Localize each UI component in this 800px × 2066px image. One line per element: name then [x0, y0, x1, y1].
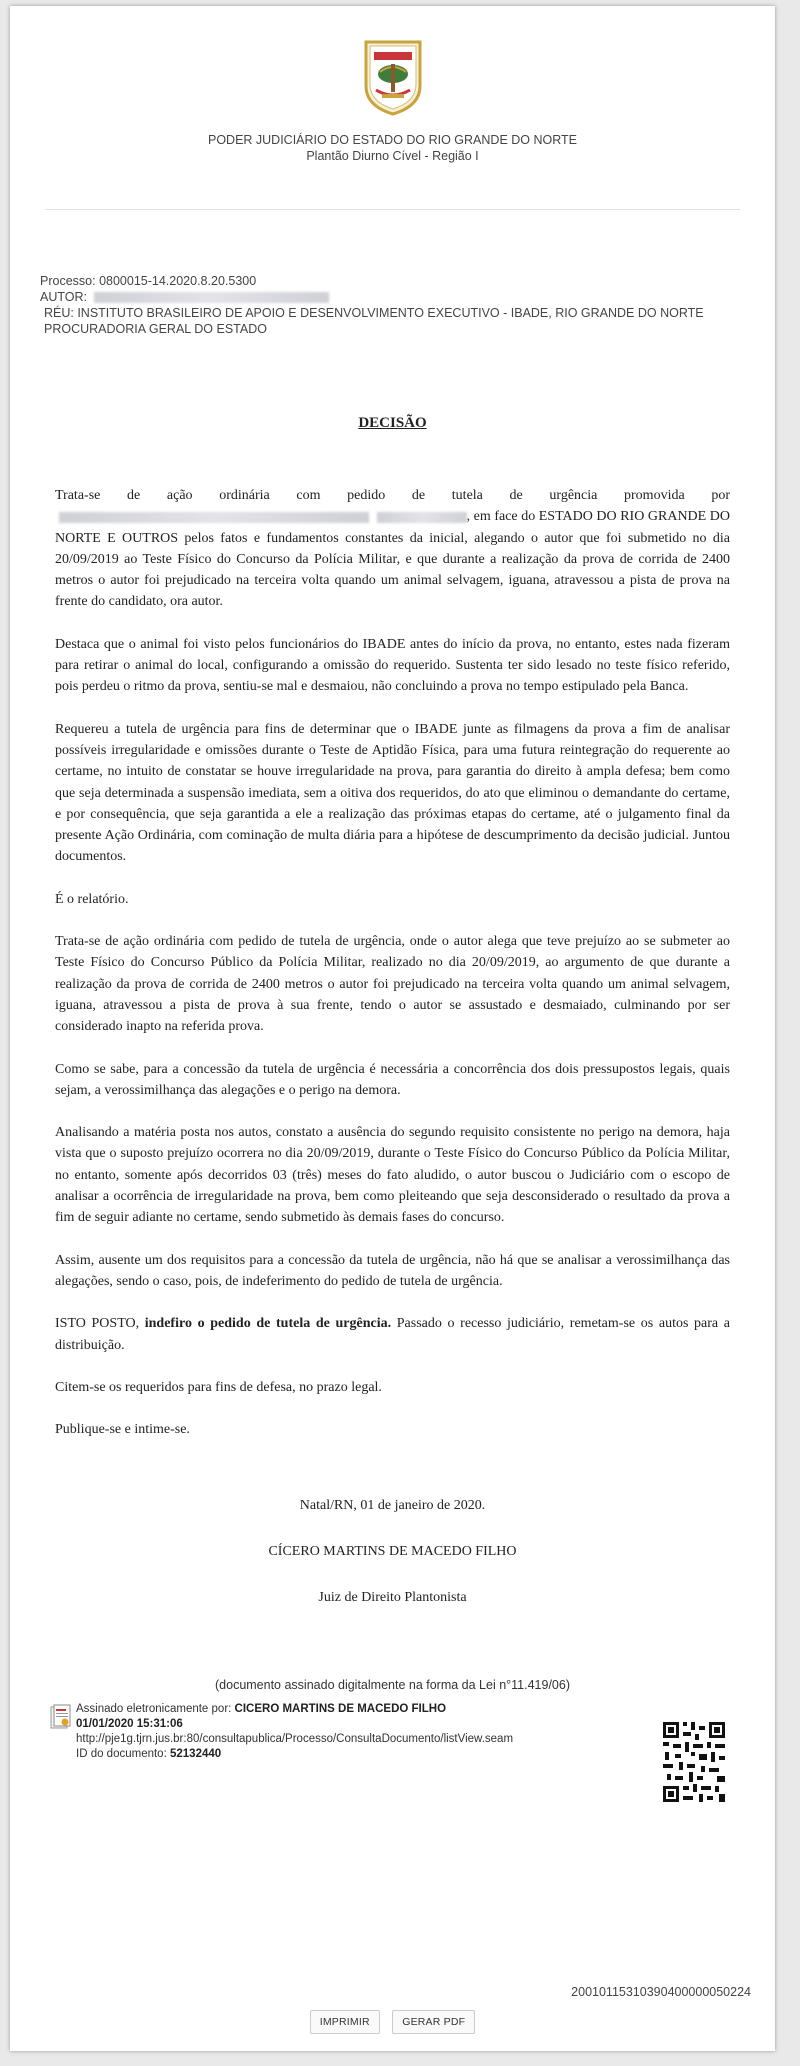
- signed-label: Assinado eletronicamente por:: [76, 1703, 232, 1716]
- document-page: [10, 6, 775, 2051]
- paragraph-6: Como se sabe, para a concessão da tutela de urgência é necessária a concorrência dos dois pressupostos legais, quais sejam, a verossimilhança das alegações e o perigo na demora.: [55, 1061, 730, 1098]
- document-header: [10, 6, 775, 163]
- process-number: 0800015-14.2020.8.20.5300: [99, 274, 257, 288]
- signature-details: [76, 1702, 513, 1762]
- paragraph-2: Destaca que o animal foi visto pelos funcionários do IBADE antes do início da prova, no entanto, estes nada fizeram para retirar o animal do local, configurando a omissão do requerido. Sustenta ter sido lesado no teste físico referido, pois perdeu o ritmo da prova, sentiu-se mal e desmaiou, não concluindo a prova no tempo estipulado pela Banca.: [55, 636, 730, 695]
- print-button[interactable]: IMPRIMIR: [310, 2010, 380, 2034]
- paragraph-11: Publique-se e intime-se.: [55, 1422, 190, 1438]
- ruling-text: indefiro o pedido de tutela de urgência.: [144, 1316, 392, 1332]
- signer-name: CICERO MARTINS DE MACEDO FILHO: [234, 1703, 447, 1716]
- case-metadata: [40, 273, 745, 337]
- court-seal-logo: [360, 36, 426, 116]
- qr-code: [661, 1720, 727, 1804]
- signature-datetime: 01/01/2020 15:31:06: [76, 1718, 183, 1731]
- paragraph-1: Trata-se de ação ordinária com pedido de tutela de urgência promovida por , em face do ESTADO DO RIO GRANDE DO NORTE E OUTROS pelos fatos e fundamentos constantes da inicial, alegando o autor que foi submetido no dia 20/09/2019 ao Teste Físico do Concurso da Polícia Militar, e que durante a realização da prova de corrida de 2400 metros o autor foi prejudicado na terceira volta quando um animal selvagem, iguana, atravessou a pista de prova na frente do candidato, ora autor.: [55, 488, 731, 610]
- document-code: 20010115310390400000050224: [571, 1985, 751, 1999]
- electronic-signature-stamp: [40, 1702, 745, 1812]
- paragraph-8: Assim, ausente um dos requisitos para a concessão da tutela de urgência, não há que se analisar a verossimilhança das alegações, sendo o caso, pois, de indeferimento do pedido de tutela de urgência.: [55, 1252, 730, 1289]
- redacted-party-name: [59, 512, 369, 523]
- action-buttons: [10, 2010, 775, 2034]
- author-line: [40, 289, 745, 305]
- paragraph-7: Analisando a matéria posta nos autos, constato a ausência do segundo requisito consistente no perigo na demora, haja vista que o suposto prejuízo ocorrera no dia 20/09/2019, durante o Teste Físico do Concurso Público da Polícia Militar, no entanto, somente após decorridos 03 (três) meses do fato aludido, o autor buscou o Judiciário com o escopo de analisar a ocorrência de irregularidade na prova, bem como pleiteando que seja desconsiderado o resultado da prova a fim de seguir adiante no certame, sendo submetido às demais fases do concurso.: [55, 1125, 730, 1226]
- decision-body: [55, 485, 730, 1440]
- decision-title: DECISÃO: [358, 415, 427, 431]
- redacted-party-name-cont: [377, 512, 467, 523]
- paragraph-4: É o relatório.: [55, 891, 129, 907]
- paragraph-10: Citem-se os requeridos para fins de defesa, no prazo legal.: [55, 1379, 382, 1395]
- court-region: Plantão Diurno Cível - Região I: [306, 149, 479, 163]
- document-id: 52132440: [169, 1748, 222, 1761]
- document-id-label: ID do documento:: [76, 1748, 167, 1761]
- process-label: Processo:: [40, 274, 96, 288]
- author-label: AUTOR:: [40, 290, 87, 304]
- verification-url[interactable]: http://pje1g.tjrn.jus.br:80/consultapublica/Processo/ConsultaDocumento/listView.seam: [76, 1733, 514, 1746]
- signature-date: Natal/RN, 01 de janeiro de 2020.: [299, 1498, 486, 1514]
- header-divider: [45, 209, 740, 210]
- paragraph-3: Requereu a tutela de urgência para fins de determinar que o IBADE junte as filmagens da prova a fim de analisar possíveis irregularidade e omissões durante o Teste de Aptidão Física, para uma futura reintegração do requerente ao certame, no intuito de constatar se houve irregularidade na prova, para garantia do direito à ampla defesa; bem como que seja determinada a suspensão imediata, sem a oitiva dos requeridos, do ato que eliminou o demandante do certame, e por consequência, que seja garantida a ele a realização das próximas etapas do certame, até o julgamento final da presente Ação Ordinária, com cominação de multa diária para a hipótese de descumprimento da decisão judicial. Juntou documentos.: [55, 721, 730, 865]
- process-line: [40, 273, 745, 289]
- digital-signature-notice: (documento assinado digitalmente na forma da Lei n°11.419/06): [215, 1678, 570, 1693]
- defendant-line: RÉU: INSTITUTO BRASILEIRO DE APOIO E DESENVOLVIMENTO EXECUTIVO - IBADE, RIO GRANDE DO NORTE PROCURADORIA GERAL DO ESTADO: [44, 306, 704, 336]
- paragraph-9: ISTO POSTO, indefiro o pedido de tutela de urgência. Passado o recesso judiciário, remetam-se os autos para a distribuição.: [55, 1316, 731, 1353]
- signature-block: [10, 1498, 775, 1606]
- generate-pdf-button[interactable]: GERAR PDF: [392, 2010, 475, 2034]
- paragraph-5: Trata-se de ação ordinária com pedido de tutela de urgência, onde o autor alega que teve prejuízo ao se submeter ao Teste Físico do Concurso Público da Polícia Militar, realizado no dia 20/09/2019, ao argumento de que durante a realização da prova de corrida de 2400 metros o autor foi prejudicado na terceira volta quando um animal selvagem, iguana, atravessou a pista de prova à sua frente, tendo o autor se assustado e desmaiado, culminando por ser considerado inapto na referida prova.: [55, 934, 730, 1035]
- signed-document-icon: [50, 1704, 72, 1730]
- court-name: PODER JUDICIÁRIO DO ESTADO DO RIO GRANDE DO NORTE: [207, 133, 578, 147]
- judge-name: CÍCERO MARTINS DE MACEDO FILHO: [268, 1544, 517, 1560]
- judge-role: Juiz de Direito Plantonista: [318, 1590, 467, 1606]
- redacted-author-name: [94, 292, 329, 303]
